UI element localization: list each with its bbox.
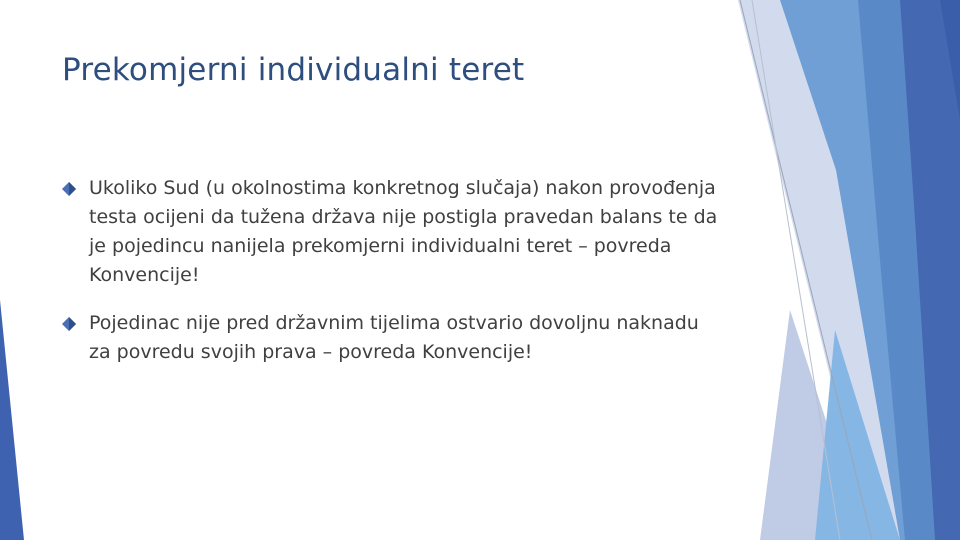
bullet-text: Pojedinac nije pred državnim tijelima ostvario dovoljnu naknadu za povredu svojih prava – povreda Konvencije! <box>89 312 699 363</box>
bullet-item <box>62 309 722 367</box>
diamond-arrow-bullet-icon <box>62 317 76 331</box>
bullet-text: Ukoliko Sud (u okolnostima konkretnog slučaja) nakon provođenja testa ocijeni da tužena država nije postigla pravedan balans te da je pojedincu nanijela prekomjerni individualni teret – povreda Konvencije! <box>89 177 718 286</box>
left-edge-shape <box>0 300 24 540</box>
slide-title: Prekomjerni individualni teret <box>62 52 525 88</box>
bullet-list <box>62 174 722 386</box>
bullet-item <box>62 174 722 290</box>
diamond-arrow-bullet-icon <box>62 182 76 196</box>
